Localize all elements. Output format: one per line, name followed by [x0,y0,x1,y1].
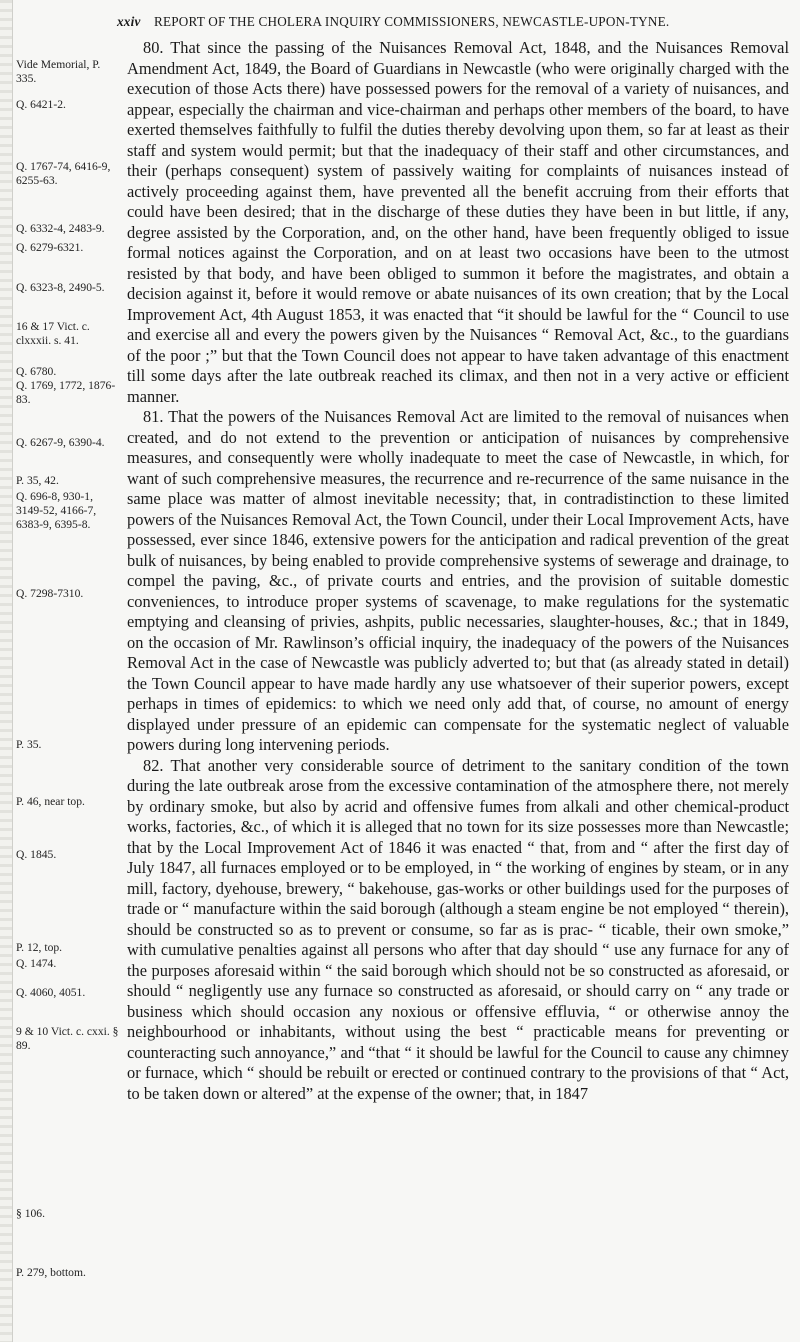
margin-note: Q. 7298-7310. [16,587,84,600]
margin-note: P. 35. [16,738,42,751]
margin-note: P. 35, 42. [16,474,59,487]
margin-note: Q. 6421-2. [16,98,66,111]
margin-note: Q. 6780. [16,365,57,378]
margin-note: Q. 1767-74, 6416-9, 6255-63. [16,160,111,187]
margin-note: Vide Memorial, P. 335. [16,58,101,85]
page-number: xxiv [117,14,141,29]
margin-note: Q. 4060, 4051. [16,986,86,999]
margin-note: P. 12, top. [16,941,63,954]
margin-note: Q. 1845. [16,848,57,861]
margin-note: Q. 6332-4, 2483-9. [16,222,105,235]
margin-notes [0,0,118,1342]
margin-note: P. 46, near top. [16,795,85,808]
margin-note: Q. 1474. [16,957,57,970]
running-header [117,14,800,30]
report-body [127,38,789,1104]
margin-note: Q. 696-8, 930-1, 3149-52, 4166-7, 6383-9, 6395-8. [16,490,97,531]
margin-note: Q. 6279-6321. [16,241,84,254]
paragraph-80: 80. That since the passing of the Nuisances Removal Act, 1848, and the Nuisances Removal Amendment Act, 1849, the Board of Guardians in Newcastle (who were originally charged with the execution of those Acts there) have possessed powers for the removal of a variety of nuisances, and appear, especially the chairman and vice-chairman and perhaps other members of the board, to have exerted themselves faithfully to fulfil the duties thereby devolving upon them, so far at least as their staff and system would permit; but that the inadequacy of their staff and other circumstances, and their (perhaps consequent) system of passively waiting for complaints of nuisances instead of actively proceeding against them, have prevented all the benefit accruing from their efforts that could have been desired; that in the discharge of these duties they have been in but little, if any, degree assisted by the Corporation, and, on the other hand, have been frequently obliged to issue formal notices against the Corporation, and on at least two occasions have been to the utmost resisted by that body, and have been obliged to summon it before the magistrates, and obtain a decision against it, before it would remove or abate nuisances of its own creation; that by the Local Improvement Act, 4th August 1853, it was enacted that “it should be lawful for the “ Council to use and exercise all and every the powers given by the Nuisances “ Removal Act, &c., to the guardians of the poor ;” but that the Town Council does not appear to have taken advantage of this enactment till some days after the late outbreak reached its climax, and then not in a very active or efficient manner. [127,38,789,406]
paragraph-82: 82. That another very considerable source of detriment to the sanitary condition of the town during the late outbreak arose from the excessive contamination of the atmosphere there, not merely by ordinary smoke, but also by acrid and offensive fumes from alkali and other chemical-product works, factories, &c., of which it is alleged that no town for its size possesses more than Newcastle; that by the Local Improvement Act of 1846 it was enacted “ that, from and “ after the first day of July 1847, all furnaces employed or to be employed, in “ the working of engines by steam, or in any mill, factory, dyehouse, brewery, “ bakehouse, gas-works or other buildings used for the purposes of trade or “ manufacture within the said borough (although a steam engine be not employed “ therein), should be constructed so as to prevent or consume, so far as is prac- “ ticable, their own smoke,” with cumulative penalties against all persons who after that day should “ use any furnace for any of the purposes aforesaid within “ the said borough which should not be so constructed as aforesaid, or should “ negligently use any furnace so constructed as aforesaid, or should carry on “ any trade or business which should occasion any noxious or offensive effluvia, “ or otherwise annoy the neighbourhood or inhabitants, without using the best “ practicable means for preventing or counteracting such annoyance,” and “that “ it should be lawful for the Council to cause any chimney or furnace, which “ should be rebuilt or erected or continued contrary to the provisions of that “ Act, to be taken down or altered” at the expense of the owner; that, in 1847 [127,755,789,1103]
paragraph-81: 81. That the powers of the Nuisances Removal Act are limited to the removal of nuisances when created, and do not extend to the prevention or anticipation of nuisances by comprehensive measures, and consequently were wholly inadequate to meet the case of Newcastle, in which, for want of such comprehensive measures, the recurrence and re-recurrence of the same nuisance in the same place was matter of almost inevitable necessity; that, in contradistinction to these limited powers of the Nuisances Removal Act, the Town Council, under their Local Improvement Acts, have possessed, ever since 1846, extensive powers for the anticipation and radical prevention of the great bulk of nuisances, by being enabled to provide comprehensive systems of sewerage and drainage, to compel the paving, &c., of private courts and entries, and the provision of suitable domestic conveniences, to introduce proper systems of scavenage, to make regulations for the systematic emptying and cleansing of privies, ashpits, public necessaries, slaughter-houses, &c.; that in 1849, on the occasion of Mr. Rawlinson’s official inquiry, the inadequacy of the powers of the Nuisances Removal Act in the case of Newcastle was publicly adverted to; but that (as already stated in detail) the Town Council appear to have made hardly any use whatsoever of their superior powers, except perhaps in times of epidemics: to which we need only add that, of course, no amount of energy displayed under pressure of an epidemic can compensate for the systematic neglect of valuable powers during long intervening periods. [127,407,789,754]
margin-note: § 106. [16,1207,45,1220]
running-title: REPORT OF THE CHOLERA INQUIRY COMMISSIONERS, NEWCASTLE-UPON-TYNE. [154,14,670,29]
margin-note: P. 279, bottom. [16,1266,86,1279]
margin-note: Q. 6323-8, 2490-5. [16,281,105,294]
margin-note: 16 & 17 Vict. c. clxxxii. s. 41. [16,320,90,347]
margin-note: 9 & 10 Vict. c. cxxi. § 89. [16,1025,119,1052]
margin-note: Q. 6267-9, 6390-4. [16,436,105,449]
margin-note: Q. 1769, 1772, 1876-83. [16,379,116,406]
